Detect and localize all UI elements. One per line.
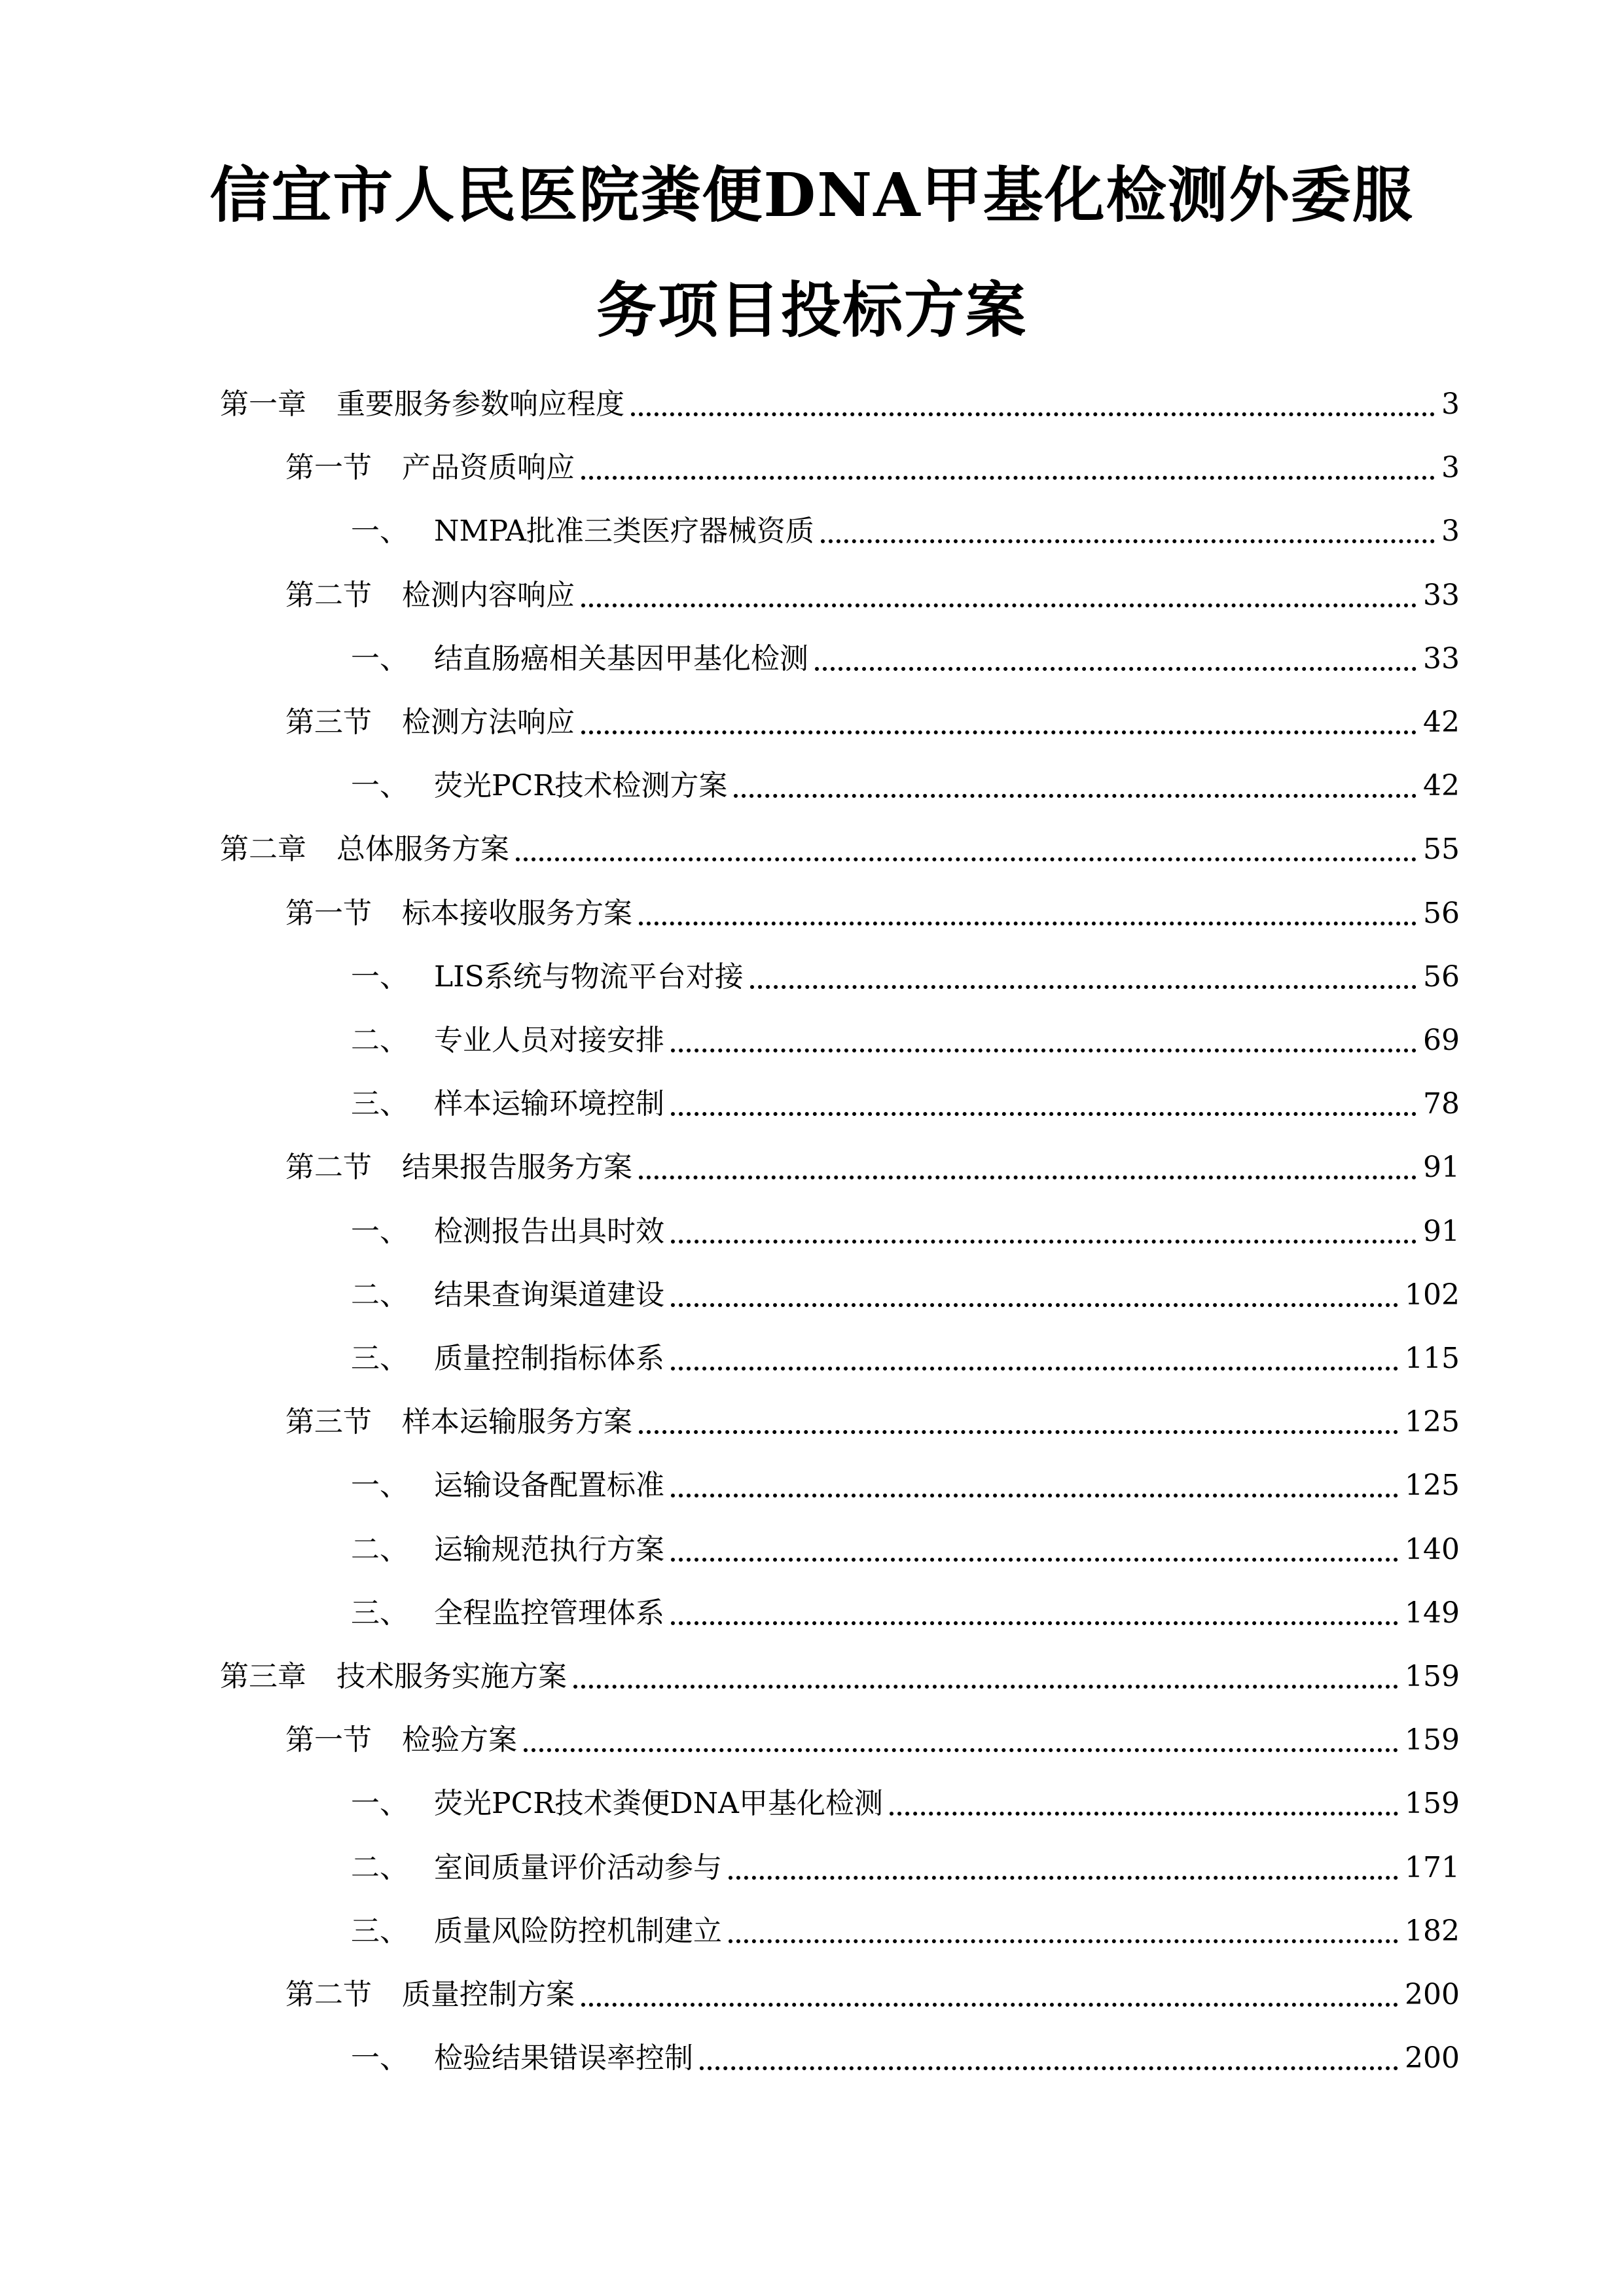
toc-page-number: 42 — [1423, 706, 1460, 739]
toc-entry-number: 第一章 — [220, 387, 306, 421]
toc-page-number: 3 — [1441, 387, 1460, 421]
toc-entry-number: 第一节 — [285, 897, 372, 930]
toc-entry-text: 结果查询渠道建设 — [434, 1278, 664, 1312]
toc-entry-text: 检验方案 — [402, 1723, 517, 1757]
toc-dot-leader — [671, 1494, 1398, 1498]
toc-item-row[interactable] — [351, 1021, 1460, 1060]
toc-page-number: 69 — [1423, 1024, 1460, 1057]
toc-entry-number: 一、 — [351, 960, 408, 994]
toc-page-number: 171 — [1405, 1851, 1460, 1884]
toc-dot-leader — [639, 1430, 1398, 1434]
toc-page-number: 159 — [1405, 1723, 1460, 1757]
toc-section-row[interactable] — [285, 1403, 1460, 1442]
toc-entry-label — [351, 1339, 664, 1378]
toc-page-number: 55 — [1423, 833, 1460, 866]
toc-entry-text: 荧光PCR技术粪便DNA甲基化检测 — [434, 1787, 883, 1820]
toc-page-number: 125 — [1405, 1469, 1460, 1502]
toc-item-row[interactable] — [351, 1276, 1460, 1315]
toc-entry-label — [351, 1021, 664, 1060]
toc-entry-label — [285, 1975, 575, 2015]
toc-entry-number: 二、 — [351, 1024, 408, 1057]
toc-entry-number: 第二节 — [285, 1978, 372, 2011]
toc-dot-leader — [639, 1175, 1416, 1179]
toc-dot-leader — [734, 794, 1416, 798]
toc-dot-leader — [581, 603, 1416, 607]
toc-item-row[interactable] — [351, 512, 1460, 551]
toc-entry-label — [285, 1403, 632, 1442]
toc-entry-text: 运输设备配置标准 — [434, 1469, 664, 1502]
toc-entry-label — [220, 385, 624, 424]
toc-entry-label — [351, 1085, 664, 1124]
toc-entry-text: 产品资质响应 — [402, 451, 575, 484]
toc-page-number: 3 — [1441, 514, 1460, 548]
toc-entry-text: LIS系统与物流平台对接 — [434, 960, 744, 994]
toc-page-number: 56 — [1423, 897, 1460, 930]
toc-entry-text: 检验结果错误率控制 — [434, 2041, 693, 2075]
toc-page-number: 159 — [1405, 1660, 1460, 1693]
toc-page-number: 182 — [1405, 1914, 1460, 1948]
toc-dot-leader — [671, 1112, 1416, 1116]
toc-entry-text: 总体服务方案 — [336, 833, 509, 866]
toc-item-row[interactable] — [351, 1085, 1460, 1124]
toc-entry-text: 全程监控管理体系 — [434, 1596, 664, 1630]
toc-page-number: 78 — [1423, 1087, 1460, 1121]
toc-entry-number: 三、 — [351, 1914, 408, 1948]
toc-entry-text: 检测报告出具时效 — [434, 1215, 664, 1248]
toc-entry-label — [285, 703, 575, 742]
toc-page-number: 91 — [1423, 1151, 1460, 1184]
toc-dot-leader — [729, 1939, 1398, 1943]
toc-entry-text: 室间质量评价活动参与 — [434, 1851, 722, 1884]
toc-entry-label — [285, 448, 575, 488]
toc-entry-label — [351, 1466, 664, 1505]
toc-entry-text: 结直肠癌相关基因甲基化检测 — [434, 642, 808, 675]
toc-item-row[interactable] — [351, 766, 1460, 806]
toc-dot-leader — [631, 412, 1435, 416]
toc-entry-number: 第三节 — [285, 1405, 372, 1439]
toc-entry-text: NMPA批准三类医疗器械资质 — [434, 514, 814, 548]
toc-entry-number: 三、 — [351, 1596, 408, 1630]
toc-item-row[interactable] — [351, 958, 1460, 997]
toc-page-number: 140 — [1405, 1533, 1460, 1566]
toc-page-number: 125 — [1405, 1405, 1460, 1439]
toc-section-row[interactable] — [285, 448, 1460, 488]
toc-entry-label — [351, 958, 744, 997]
toc-chapter-row[interactable] — [220, 830, 1460, 869]
toc-entry-label — [351, 766, 727, 806]
toc-entry-label — [351, 1594, 664, 1633]
toc-entry-number: 二、 — [351, 1851, 408, 1884]
toc-dot-leader — [729, 1876, 1398, 1880]
toc-entry-number: 第二节 — [285, 1151, 372, 1184]
toc-entry-number: 一、 — [351, 1787, 408, 1820]
toc-item-row[interactable] — [351, 1784, 1460, 1823]
toc-entry-label — [220, 830, 509, 869]
toc-dot-leader — [890, 1812, 1398, 1816]
toc-section-row[interactable] — [285, 703, 1460, 742]
toc-page-number: 102 — [1405, 1278, 1460, 1312]
toc-entry-label — [285, 1721, 517, 1760]
toc-entry-text: 质量控制方案 — [402, 1978, 575, 2011]
toc-dot-leader — [750, 985, 1416, 989]
toc-entry-text: 样本运输服务方案 — [402, 1405, 632, 1439]
toc-entry-label — [351, 1212, 664, 1251]
document-title-line-2: 务项目投标方案 — [596, 275, 1027, 346]
toc-dot-leader — [671, 1303, 1398, 1307]
toc-dot-leader — [671, 1240, 1416, 1244]
toc-entry-number: 三、 — [351, 1342, 408, 1375]
toc-item-row[interactable] — [351, 1212, 1460, 1251]
toc-chapter-row[interactable] — [220, 1657, 1460, 1696]
toc-page-number: 3 — [1441, 451, 1460, 484]
toc-entry-number: 第二章 — [220, 833, 306, 866]
toc-entry-number: 第一节 — [285, 1723, 372, 1757]
toc-section-row[interactable] — [285, 1148, 1460, 1187]
toc-entry-number: 二、 — [351, 1278, 408, 1312]
toc-dot-leader — [700, 2066, 1398, 2070]
toc-entry-text: 检测内容响应 — [402, 579, 575, 612]
toc-entry-label — [351, 1848, 722, 1888]
toc-dot-leader — [671, 1367, 1398, 1371]
toc-dot-leader — [671, 1621, 1398, 1625]
toc-entry-number: 一、 — [351, 1215, 408, 1248]
toc-page-number: 56 — [1423, 960, 1460, 994]
toc-page-number: 200 — [1405, 1978, 1460, 2011]
toc-entry-number: 一、 — [351, 1469, 408, 1502]
toc-dot-leader — [516, 857, 1416, 861]
toc-dot-leader — [821, 539, 1435, 543]
toc-entry-label — [285, 576, 575, 615]
toc-item-row[interactable] — [351, 1594, 1460, 1633]
toc-entry-label — [351, 1276, 664, 1315]
toc-dot-leader — [671, 1558, 1398, 1562]
toc-entry-number: 第一节 — [285, 451, 372, 484]
toc-page-number: 200 — [1405, 2041, 1460, 2075]
toc-section-row[interactable] — [285, 576, 1460, 615]
toc-entry-label — [220, 1657, 567, 1696]
toc-entry-text: 质量控制指标体系 — [434, 1342, 664, 1375]
toc-dot-leader — [639, 922, 1416, 925]
toc-page-number: 42 — [1423, 769, 1460, 802]
document-title-line-1: 信宜市人民医院粪便DNA甲基化检测外委服 — [209, 160, 1414, 230]
toc-section-row[interactable] — [285, 894, 1460, 933]
toc-entry-number: 一、 — [351, 769, 408, 802]
toc-item-row[interactable] — [351, 2039, 1460, 2078]
toc-entry-number: 二、 — [351, 1533, 408, 1566]
toc-page-number: 33 — [1423, 642, 1460, 675]
toc-entry-number: 一、 — [351, 2041, 408, 2075]
toc-entry-number: 一、 — [351, 642, 408, 675]
toc-dot-leader — [524, 1748, 1398, 1752]
toc-entry-label — [351, 512, 814, 551]
toc-dot-leader — [581, 476, 1435, 480]
toc-entry-number: 第三章 — [220, 1660, 306, 1693]
toc-dot-leader — [815, 667, 1416, 671]
toc-entry-number: 第二节 — [285, 579, 372, 612]
toc-entry-text: 样本运输环境控制 — [434, 1087, 664, 1121]
toc-page-number: 91 — [1423, 1215, 1460, 1248]
toc-entry-number: 一、 — [351, 514, 408, 548]
toc-item-row[interactable] — [351, 1339, 1460, 1378]
toc-entry-label — [285, 894, 632, 933]
toc-entry-text: 技术服务实施方案 — [336, 1660, 567, 1693]
toc-item-row[interactable] — [351, 1530, 1460, 1570]
toc-page-number: 149 — [1405, 1596, 1460, 1630]
toc-entry-text: 结果报告服务方案 — [402, 1151, 632, 1184]
toc-item-row[interactable] — [351, 1912, 1460, 1951]
toc-entry-label — [351, 2039, 693, 2078]
toc-section-row[interactable] — [285, 1975, 1460, 2015]
toc-dot-leader — [671, 1049, 1416, 1052]
toc-entry-text: 荧光PCR技术检测方案 — [434, 769, 728, 802]
toc-entry-label — [351, 1784, 883, 1823]
toc-page-number: 33 — [1423, 579, 1460, 612]
toc-dot-leader — [573, 1685, 1398, 1689]
toc-entry-text: 标本接收服务方案 — [402, 897, 632, 930]
toc-entry-label — [351, 639, 808, 679]
toc-page-number: 159 — [1405, 1787, 1460, 1820]
toc-entry-text: 重要服务参数响应程度 — [336, 387, 624, 421]
toc-entry-number: 三、 — [351, 1087, 408, 1121]
toc-dot-leader — [581, 2003, 1398, 2007]
toc-entry-text: 检测方法响应 — [402, 706, 575, 739]
toc-item-row[interactable] — [351, 639, 1460, 679]
toc-entry-number: 第三节 — [285, 706, 372, 739]
toc-item-row[interactable] — [351, 1466, 1460, 1505]
toc-entry-text: 运输规范执行方案 — [434, 1533, 664, 1566]
toc-chapter-row[interactable] — [220, 385, 1460, 424]
toc-section-row[interactable] — [285, 1721, 1460, 1760]
toc-entry-text: 质量风险防控机制建立 — [434, 1914, 722, 1948]
toc-dot-leader — [581, 730, 1416, 734]
toc-entry-text: 专业人员对接安排 — [434, 1024, 664, 1057]
toc-item-row[interactable] — [351, 1848, 1460, 1888]
toc-page-number: 115 — [1405, 1342, 1460, 1375]
toc-entry-label — [351, 1912, 722, 1951]
toc-entry-label — [285, 1148, 632, 1187]
toc-entry-label — [351, 1530, 664, 1570]
